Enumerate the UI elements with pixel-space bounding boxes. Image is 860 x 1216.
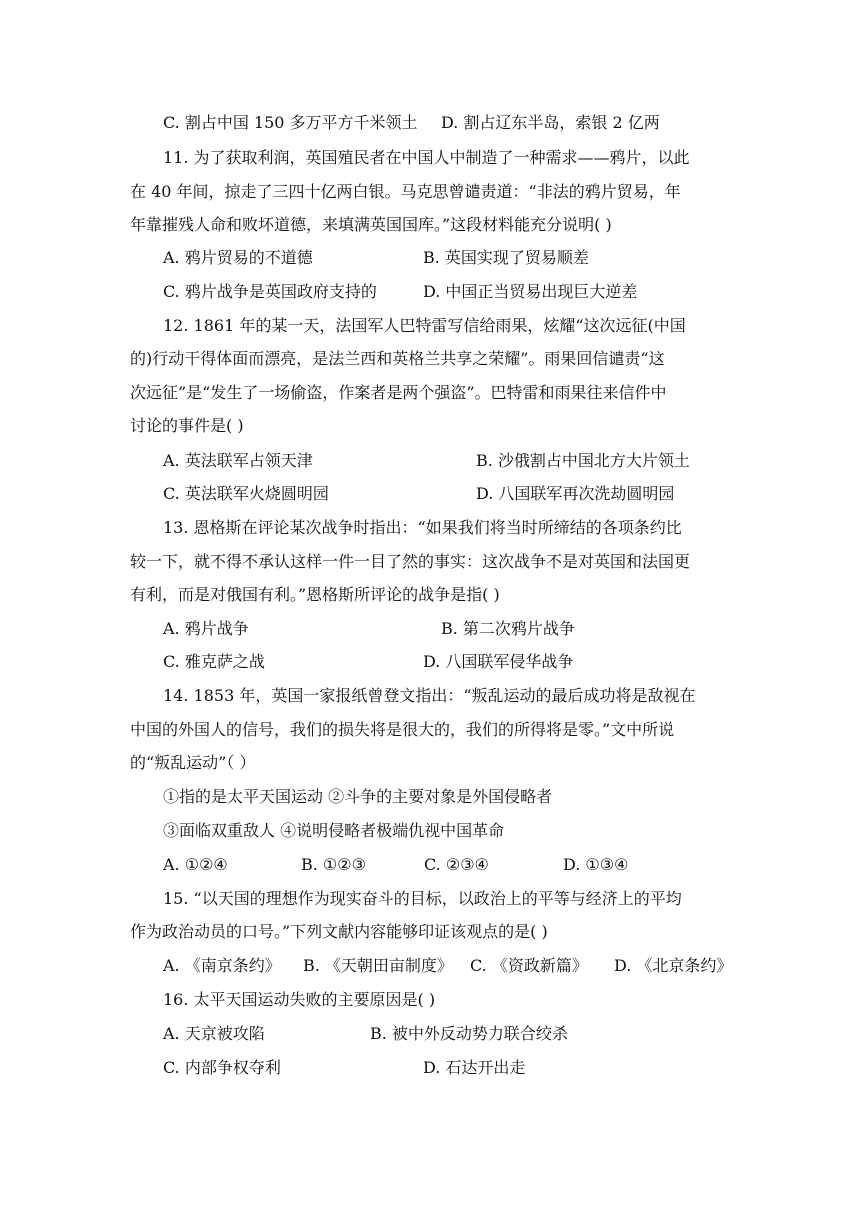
q14-statement-line: ③面临双重敌人 ④说明侵略者极端仇视中国革命 [163,821,505,840]
q15-option-a: A. 《南京条约》 [163,956,281,975]
q16-option-b: B. 被中外反动势力联合绞杀 [370,1024,568,1043]
q15-stem-line: 作为政治动员的口号。”下列文献内容能够印证该观点的是( ) [130,922,548,941]
q12-stem-line: 讨论的事件是( ) [130,416,244,435]
q11-option-d: D. 中国正当贸易出现巨大逆差 [423,282,638,301]
q14-option-c: C. ②③④ [424,855,489,874]
q11-stem-line: 11. 为了获取利润，英国殖民者在中国人中制造了一种需求——鸦片，以此 [163,148,690,167]
q14-option-b: B. ①②③ [301,855,366,874]
q12-option-c: C. 英法联军火烧圆明园 [163,484,329,503]
q11-option-c: C. 鸦片战争是英国政府支持的 [163,282,377,301]
q14-stem-line: 中国的外国人的信号，我们的损失将是很大的，我们的所得将是零。”文中所说 [130,720,675,739]
q12-option-b: B. 沙俄割占中国北方大片领土 [476,451,690,470]
q13-option-d: D. 八国联军侵华战争 [423,652,574,671]
q14-stem-line: 的“叛乱运动”（ ） [130,753,256,772]
q14-option-d: D. ①③④ [563,855,629,874]
q16-stem-line: 16. 太平天国运动失败的主要原因是( ) [163,990,436,1009]
q16-option-d: D. 石达开出走 [423,1058,526,1077]
q10-option-d: D. 割占辽东半岛，索银 2 亿两 [441,113,660,132]
q13-stem-line: 13. 恩格斯在评论某次战争时指出：“如果我们将当时所缔结的各项条约比 [163,518,682,537]
q13-option-b: B. 第二次鸦片战争 [441,619,575,638]
q15-option-c: C. 《资政新篇》 [470,956,588,975]
q13-option-c: C. 雅克萨之战 [163,652,265,671]
q15-option-d: D. 《北京条约》 [614,956,733,975]
q11-stem-line: 年靠摧残人命和败坏道德，来填满英国国库。”这段材料能充分说明( ) [130,215,612,234]
q13-stem-line: 较一下，就不得不承认这样一件一目了然的事实：这次战争不是对英国和法国更 [130,552,691,571]
q15-stem-line: 15. “以天国的理想作为现实奋斗的目标，以政治上的平等与经济上的平均 [163,889,682,908]
q16-option-a: A. 天京被攻陷 [163,1024,265,1043]
q16-option-c: C. 内部争权夺利 [163,1058,281,1077]
q15-option-b: B. 《天朝田亩制度》 [303,956,453,975]
q11-stem-line: 在 40 年间，掠走了三四十亿两白银。马克思曾谴责道：“非法的鸦片贸易，年 [130,182,681,201]
q12-option-a: A. 英法联军占领天津 [163,451,313,470]
q12-stem-line: 的)行动干得体面而漂亮，是法兰西和英格兰共享之荣耀”。雨果回信谴责“这 [130,349,665,368]
q14-stem-line: 14. 1853 年，英国一家报纸曾登文指出：“叛乱运动的最后成功将是敌视在 [163,686,696,705]
q10-option-c: C. 割占中国 150 多万平方千米领土 [163,113,418,132]
q12-stem-line: 次远征”是“发生了一场偷盗，作案者是两个强盗”。巴特雷和雨果往来信件中 [130,383,667,402]
q14-option-a: A. ①②④ [163,855,228,874]
q12-option-d: D. 八国联军再次洗劫圆明园 [476,484,675,503]
q14-statement-line: ①指的是太平天国运动 ②斗争的主要对象是外国侵略者 [163,787,553,806]
q13-stem-line: 有利，而是对俄国有利。”恩格斯所评论的战争是指( ) [130,585,500,604]
q11-option-b: B. 英国实现了贸易顺差 [423,248,589,267]
q13-option-a: A. 鸦片战争 [163,619,249,638]
q11-option-a: A. 鸦片贸易的不道德 [163,248,313,267]
q12-stem-line: 12. 1861 年的某一天，法国军人巴特雷写信给雨果，炫耀“这次远征(中国 [163,316,686,335]
